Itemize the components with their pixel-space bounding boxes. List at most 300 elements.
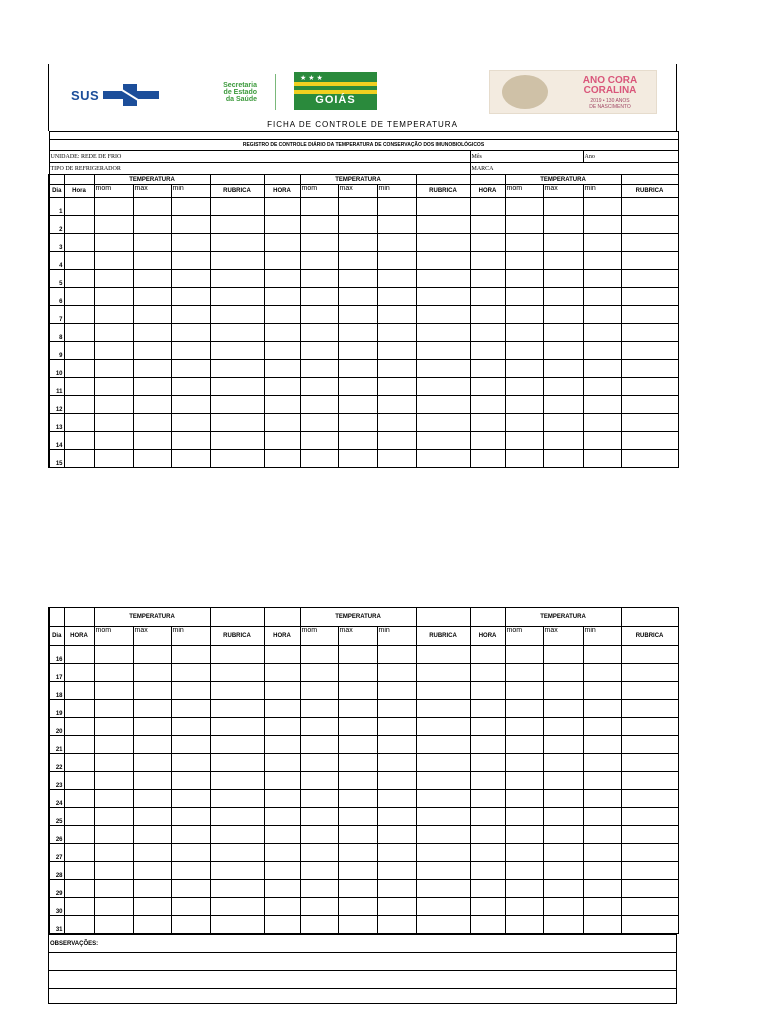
entry-cell[interactable] xyxy=(543,826,583,844)
entry-cell[interactable] xyxy=(505,324,543,342)
entry-cell[interactable] xyxy=(338,414,377,432)
entry-cell[interactable] xyxy=(133,198,171,216)
entry-cell[interactable] xyxy=(133,450,171,468)
entry-cell[interactable] xyxy=(264,432,300,450)
entry-cell[interactable] xyxy=(300,790,338,808)
entry-cell[interactable] xyxy=(505,916,543,934)
entry-cell[interactable] xyxy=(470,754,505,772)
entry-cell[interactable] xyxy=(264,790,300,808)
entry-cell[interactable] xyxy=(543,646,583,664)
entry-cell[interactable] xyxy=(377,718,416,736)
entry-cell[interactable] xyxy=(210,790,264,808)
entry-cell[interactable] xyxy=(133,736,171,754)
entry-cell[interactable] xyxy=(505,450,543,468)
entry-cell[interactable] xyxy=(583,342,621,360)
entry-cell[interactable] xyxy=(470,682,505,700)
entry-cell[interactable] xyxy=(505,216,543,234)
entry-cell[interactable] xyxy=(133,414,171,432)
entry-cell[interactable] xyxy=(621,378,678,396)
entry-cell[interactable] xyxy=(377,360,416,378)
entry-cell[interactable] xyxy=(505,396,543,414)
entry-cell[interactable] xyxy=(377,378,416,396)
entry-cell[interactable] xyxy=(416,754,470,772)
entry-cell[interactable] xyxy=(505,736,543,754)
entry-cell[interactable] xyxy=(377,342,416,360)
entry-cell[interactable] xyxy=(300,808,338,826)
entry-cell[interactable] xyxy=(338,880,377,898)
entry-cell[interactable] xyxy=(583,790,621,808)
entry-cell[interactable] xyxy=(210,198,264,216)
entry-cell[interactable] xyxy=(583,360,621,378)
entry-cell[interactable] xyxy=(416,270,470,288)
entry-cell[interactable] xyxy=(133,324,171,342)
entry-cell[interactable] xyxy=(416,396,470,414)
entry-cell[interactable] xyxy=(94,270,133,288)
entry-cell[interactable] xyxy=(543,288,583,306)
entry-cell[interactable] xyxy=(621,736,678,754)
entry-cell[interactable] xyxy=(621,862,678,880)
entry-cell[interactable] xyxy=(583,378,621,396)
entry-cell[interactable] xyxy=(416,216,470,234)
entry-cell[interactable] xyxy=(416,234,470,252)
entry-cell[interactable] xyxy=(505,790,543,808)
entry-cell[interactable] xyxy=(338,844,377,862)
entry-cell[interactable] xyxy=(133,790,171,808)
unidade-field[interactable]: UNIDADE: REDE DE FRIO xyxy=(49,151,470,163)
entry-cell[interactable] xyxy=(470,396,505,414)
entry-cell[interactable] xyxy=(470,432,505,450)
entry-cell[interactable] xyxy=(621,682,678,700)
entry-cell[interactable] xyxy=(470,198,505,216)
entry-cell[interactable] xyxy=(543,198,583,216)
entry-cell[interactable] xyxy=(583,288,621,306)
entry-cell[interactable] xyxy=(470,880,505,898)
entry-cell[interactable] xyxy=(470,414,505,432)
entry-cell[interactable] xyxy=(133,826,171,844)
entry-cell[interactable] xyxy=(300,862,338,880)
entry-cell[interactable] xyxy=(264,216,300,234)
entry-cell[interactable] xyxy=(416,808,470,826)
entry-cell[interactable] xyxy=(300,682,338,700)
entry-cell[interactable] xyxy=(133,700,171,718)
entry-cell[interactable] xyxy=(543,360,583,378)
entry-cell[interactable] xyxy=(505,700,543,718)
entry-cell[interactable] xyxy=(470,790,505,808)
entry-cell[interactable] xyxy=(338,288,377,306)
entry-cell[interactable] xyxy=(133,880,171,898)
entry-cell[interactable] xyxy=(171,396,210,414)
entry-cell[interactable] xyxy=(338,754,377,772)
entry-cell[interactable] xyxy=(94,216,133,234)
entry-cell[interactable] xyxy=(621,450,678,468)
marca-field[interactable]: MARCA xyxy=(470,163,678,175)
entry-cell[interactable] xyxy=(470,916,505,934)
entry-cell[interactable] xyxy=(505,844,543,862)
entry-cell[interactable] xyxy=(264,700,300,718)
entry-cell[interactable] xyxy=(64,880,94,898)
entry-cell[interactable] xyxy=(264,880,300,898)
entry-cell[interactable] xyxy=(416,700,470,718)
entry-cell[interactable] xyxy=(583,216,621,234)
entry-cell[interactable] xyxy=(416,718,470,736)
entry-cell[interactable] xyxy=(264,360,300,378)
entry-cell[interactable] xyxy=(133,432,171,450)
entry-cell[interactable] xyxy=(470,646,505,664)
entry-cell[interactable] xyxy=(300,772,338,790)
entry-cell[interactable] xyxy=(416,198,470,216)
entry-cell[interactable] xyxy=(64,306,94,324)
entry-cell[interactable] xyxy=(543,450,583,468)
entry-cell[interactable] xyxy=(300,288,338,306)
entry-cell[interactable] xyxy=(264,916,300,934)
entry-cell[interactable] xyxy=(210,682,264,700)
entry-cell[interactable] xyxy=(264,324,300,342)
entry-cell[interactable] xyxy=(505,754,543,772)
entry-cell[interactable] xyxy=(64,862,94,880)
entry-cell[interactable] xyxy=(171,898,210,916)
entry-cell[interactable] xyxy=(300,378,338,396)
entry-cell[interactable] xyxy=(505,826,543,844)
entry-cell[interactable] xyxy=(94,252,133,270)
entry-cell[interactable] xyxy=(338,682,377,700)
entry-cell[interactable] xyxy=(210,844,264,862)
entry-cell[interactable] xyxy=(300,754,338,772)
entry-cell[interactable] xyxy=(543,234,583,252)
entry-cell[interactable] xyxy=(377,414,416,432)
entry-cell[interactable] xyxy=(94,288,133,306)
entry-cell[interactable] xyxy=(543,808,583,826)
entry-cell[interactable] xyxy=(300,270,338,288)
entry-cell[interactable] xyxy=(210,718,264,736)
entry-cell[interactable] xyxy=(64,432,94,450)
entry-cell[interactable] xyxy=(416,252,470,270)
entry-cell[interactable] xyxy=(338,772,377,790)
entry-cell[interactable] xyxy=(94,306,133,324)
entry-cell[interactable] xyxy=(94,682,133,700)
entry-cell[interactable] xyxy=(264,270,300,288)
entry-cell[interactable] xyxy=(338,898,377,916)
entry-cell[interactable] xyxy=(300,306,338,324)
entry-cell[interactable] xyxy=(264,198,300,216)
entry-cell[interactable] xyxy=(94,898,133,916)
entry-cell[interactable] xyxy=(64,414,94,432)
entry-cell[interactable] xyxy=(264,306,300,324)
entry-cell[interactable] xyxy=(133,772,171,790)
entry-cell[interactable] xyxy=(543,324,583,342)
entry-cell[interactable] xyxy=(583,898,621,916)
entry-cell[interactable] xyxy=(210,736,264,754)
entry-cell[interactable] xyxy=(543,682,583,700)
entry-cell[interactable] xyxy=(583,234,621,252)
entry-cell[interactable] xyxy=(583,916,621,934)
entry-cell[interactable] xyxy=(621,414,678,432)
entry-cell[interactable] xyxy=(377,772,416,790)
mes-field[interactable]: Mês xyxy=(470,151,583,163)
entry-cell[interactable] xyxy=(416,844,470,862)
entry-cell[interactable] xyxy=(470,898,505,916)
entry-cell[interactable] xyxy=(377,646,416,664)
entry-cell[interactable] xyxy=(300,826,338,844)
entry-cell[interactable] xyxy=(94,826,133,844)
entry-cell[interactable] xyxy=(621,234,678,252)
entry-cell[interactable] xyxy=(470,306,505,324)
entry-cell[interactable] xyxy=(300,216,338,234)
entry-cell[interactable] xyxy=(94,916,133,934)
entry-cell[interactable] xyxy=(64,664,94,682)
entry-cell[interactable] xyxy=(416,432,470,450)
entry-cell[interactable] xyxy=(94,646,133,664)
entry-cell[interactable] xyxy=(300,916,338,934)
entry-cell[interactable] xyxy=(583,880,621,898)
entry-cell[interactable] xyxy=(470,718,505,736)
entry-cell[interactable] xyxy=(377,432,416,450)
entry-cell[interactable] xyxy=(377,808,416,826)
entry-cell[interactable] xyxy=(377,880,416,898)
entry-cell[interactable] xyxy=(416,826,470,844)
entry-cell[interactable] xyxy=(338,270,377,288)
entry-cell[interactable] xyxy=(264,736,300,754)
entry-cell[interactable] xyxy=(505,664,543,682)
entry-cell[interactable] xyxy=(264,252,300,270)
entry-cell[interactable] xyxy=(377,288,416,306)
entry-cell[interactable] xyxy=(377,682,416,700)
entry-cell[interactable] xyxy=(470,450,505,468)
entry-cell[interactable] xyxy=(64,216,94,234)
entry-cell[interactable] xyxy=(377,216,416,234)
entry-cell[interactable] xyxy=(416,306,470,324)
entry-cell[interactable] xyxy=(505,234,543,252)
entry-cell[interactable] xyxy=(64,790,94,808)
entry-cell[interactable] xyxy=(416,772,470,790)
entry-cell[interactable] xyxy=(505,682,543,700)
entry-cell[interactable] xyxy=(338,862,377,880)
entry-cell[interactable] xyxy=(300,736,338,754)
entry-cell[interactable] xyxy=(171,664,210,682)
entry-cell[interactable] xyxy=(338,216,377,234)
entry-cell[interactable] xyxy=(543,718,583,736)
entry-cell[interactable] xyxy=(94,718,133,736)
entry-cell[interactable] xyxy=(583,844,621,862)
entry-cell[interactable] xyxy=(338,324,377,342)
entry-cell[interactable] xyxy=(377,754,416,772)
entry-cell[interactable] xyxy=(505,342,543,360)
entry-cell[interactable] xyxy=(171,808,210,826)
entry-cell[interactable] xyxy=(133,360,171,378)
entry-cell[interactable] xyxy=(300,252,338,270)
entry-cell[interactable] xyxy=(505,306,543,324)
entry-cell[interactable] xyxy=(621,898,678,916)
entry-cell[interactable] xyxy=(133,808,171,826)
entry-cell[interactable] xyxy=(210,252,264,270)
entry-cell[interactable] xyxy=(300,450,338,468)
entry-cell[interactable] xyxy=(210,342,264,360)
entry-cell[interactable] xyxy=(264,378,300,396)
entry-cell[interactable] xyxy=(505,270,543,288)
entry-cell[interactable] xyxy=(64,324,94,342)
entry-cell[interactable] xyxy=(377,826,416,844)
entry-cell[interactable] xyxy=(210,360,264,378)
entry-cell[interactable] xyxy=(171,270,210,288)
entry-cell[interactable] xyxy=(505,808,543,826)
entry-cell[interactable] xyxy=(621,324,678,342)
entry-cell[interactable] xyxy=(133,844,171,862)
entry-cell[interactable] xyxy=(264,646,300,664)
entry-cell[interactable] xyxy=(583,736,621,754)
entry-cell[interactable] xyxy=(470,270,505,288)
entry-cell[interactable] xyxy=(505,646,543,664)
entry-cell[interactable] xyxy=(583,198,621,216)
entry-cell[interactable] xyxy=(133,898,171,916)
entry-cell[interactable] xyxy=(621,646,678,664)
entry-cell[interactable] xyxy=(621,790,678,808)
entry-cell[interactable] xyxy=(338,736,377,754)
entry-cell[interactable] xyxy=(416,790,470,808)
entry-cell[interactable] xyxy=(64,736,94,754)
entry-cell[interactable] xyxy=(133,270,171,288)
entry-cell[interactable] xyxy=(264,664,300,682)
entry-cell[interactable] xyxy=(543,342,583,360)
entry-cell[interactable] xyxy=(621,396,678,414)
entry-cell[interactable] xyxy=(377,664,416,682)
entry-cell[interactable] xyxy=(171,718,210,736)
entry-cell[interactable] xyxy=(505,898,543,916)
entry-cell[interactable] xyxy=(264,682,300,700)
entry-cell[interactable] xyxy=(470,826,505,844)
entry-cell[interactable] xyxy=(133,342,171,360)
entry-cell[interactable] xyxy=(94,324,133,342)
entry-cell[interactable] xyxy=(210,378,264,396)
entry-cell[interactable] xyxy=(338,826,377,844)
entry-cell[interactable] xyxy=(264,234,300,252)
entry-cell[interactable] xyxy=(300,342,338,360)
entry-cell[interactable] xyxy=(470,664,505,682)
entry-cell[interactable] xyxy=(64,916,94,934)
entry-cell[interactable] xyxy=(64,198,94,216)
entry-cell[interactable] xyxy=(171,790,210,808)
entry-cell[interactable] xyxy=(543,790,583,808)
entry-cell[interactable] xyxy=(505,862,543,880)
entry-cell[interactable] xyxy=(171,826,210,844)
observacoes-line[interactable] xyxy=(49,989,677,1004)
entry-cell[interactable] xyxy=(583,664,621,682)
entry-cell[interactable] xyxy=(300,664,338,682)
entry-cell[interactable] xyxy=(377,898,416,916)
entry-cell[interactable] xyxy=(543,736,583,754)
entry-cell[interactable] xyxy=(377,198,416,216)
entry-cell[interactable] xyxy=(416,378,470,396)
entry-cell[interactable] xyxy=(94,772,133,790)
tipo-refrigerador-field[interactable]: TIPO DE REFRIGERADOR xyxy=(49,163,470,175)
entry-cell[interactable] xyxy=(583,270,621,288)
entry-cell[interactable] xyxy=(300,718,338,736)
entry-cell[interactable] xyxy=(64,360,94,378)
entry-cell[interactable] xyxy=(470,736,505,754)
entry-cell[interactable] xyxy=(338,916,377,934)
entry-cell[interactable] xyxy=(338,396,377,414)
entry-cell[interactable] xyxy=(338,450,377,468)
entry-cell[interactable] xyxy=(133,664,171,682)
ano-field[interactable]: Ano xyxy=(583,151,678,163)
entry-cell[interactable] xyxy=(94,880,133,898)
entry-cell[interactable] xyxy=(210,646,264,664)
entry-cell[interactable] xyxy=(338,700,377,718)
entry-cell[interactable] xyxy=(621,252,678,270)
entry-cell[interactable] xyxy=(621,306,678,324)
entry-cell[interactable] xyxy=(64,682,94,700)
entry-cell[interactable] xyxy=(543,664,583,682)
entry-cell[interactable] xyxy=(171,306,210,324)
entry-cell[interactable] xyxy=(133,288,171,306)
entry-cell[interactable] xyxy=(94,378,133,396)
entry-cell[interactable] xyxy=(171,880,210,898)
entry-cell[interactable] xyxy=(621,216,678,234)
entry-cell[interactable] xyxy=(543,916,583,934)
entry-cell[interactable] xyxy=(416,880,470,898)
entry-cell[interactable] xyxy=(210,396,264,414)
entry-cell[interactable] xyxy=(133,718,171,736)
entry-cell[interactable] xyxy=(171,646,210,664)
entry-cell[interactable] xyxy=(543,844,583,862)
entry-cell[interactable] xyxy=(543,396,583,414)
entry-cell[interactable] xyxy=(64,396,94,414)
entry-cell[interactable] xyxy=(64,450,94,468)
entry-cell[interactable] xyxy=(64,826,94,844)
entry-cell[interactable] xyxy=(64,342,94,360)
entry-cell[interactable] xyxy=(94,198,133,216)
entry-cell[interactable] xyxy=(133,916,171,934)
entry-cell[interactable] xyxy=(621,880,678,898)
entry-cell[interactable] xyxy=(300,646,338,664)
entry-cell[interactable] xyxy=(583,450,621,468)
entry-cell[interactable] xyxy=(416,862,470,880)
entry-cell[interactable] xyxy=(377,862,416,880)
entry-cell[interactable] xyxy=(377,396,416,414)
entry-cell[interactable] xyxy=(210,880,264,898)
entry-cell[interactable] xyxy=(621,700,678,718)
entry-cell[interactable] xyxy=(171,754,210,772)
entry-cell[interactable] xyxy=(621,432,678,450)
entry-cell[interactable] xyxy=(64,718,94,736)
entry-cell[interactable] xyxy=(64,646,94,664)
entry-cell[interactable] xyxy=(470,772,505,790)
entry-cell[interactable] xyxy=(64,252,94,270)
entry-cell[interactable] xyxy=(416,682,470,700)
entry-cell[interactable] xyxy=(64,844,94,862)
entry-cell[interactable] xyxy=(171,736,210,754)
entry-cell[interactable] xyxy=(338,808,377,826)
entry-cell[interactable] xyxy=(583,306,621,324)
entry-cell[interactable] xyxy=(377,700,416,718)
entry-cell[interactable] xyxy=(543,754,583,772)
entry-cell[interactable] xyxy=(300,880,338,898)
entry-cell[interactable] xyxy=(543,378,583,396)
entry-cell[interactable] xyxy=(338,360,377,378)
entry-cell[interactable] xyxy=(94,396,133,414)
entry-cell[interactable] xyxy=(338,234,377,252)
entry-cell[interactable] xyxy=(210,826,264,844)
entry-cell[interactable] xyxy=(505,718,543,736)
entry-cell[interactable] xyxy=(377,790,416,808)
entry-cell[interactable] xyxy=(171,288,210,306)
entry-cell[interactable] xyxy=(621,270,678,288)
entry-cell[interactable] xyxy=(583,646,621,664)
entry-cell[interactable] xyxy=(94,862,133,880)
entry-cell[interactable] xyxy=(583,754,621,772)
entry-cell[interactable] xyxy=(621,772,678,790)
entry-cell[interactable] xyxy=(264,772,300,790)
entry-cell[interactable] xyxy=(470,342,505,360)
entry-cell[interactable] xyxy=(621,844,678,862)
